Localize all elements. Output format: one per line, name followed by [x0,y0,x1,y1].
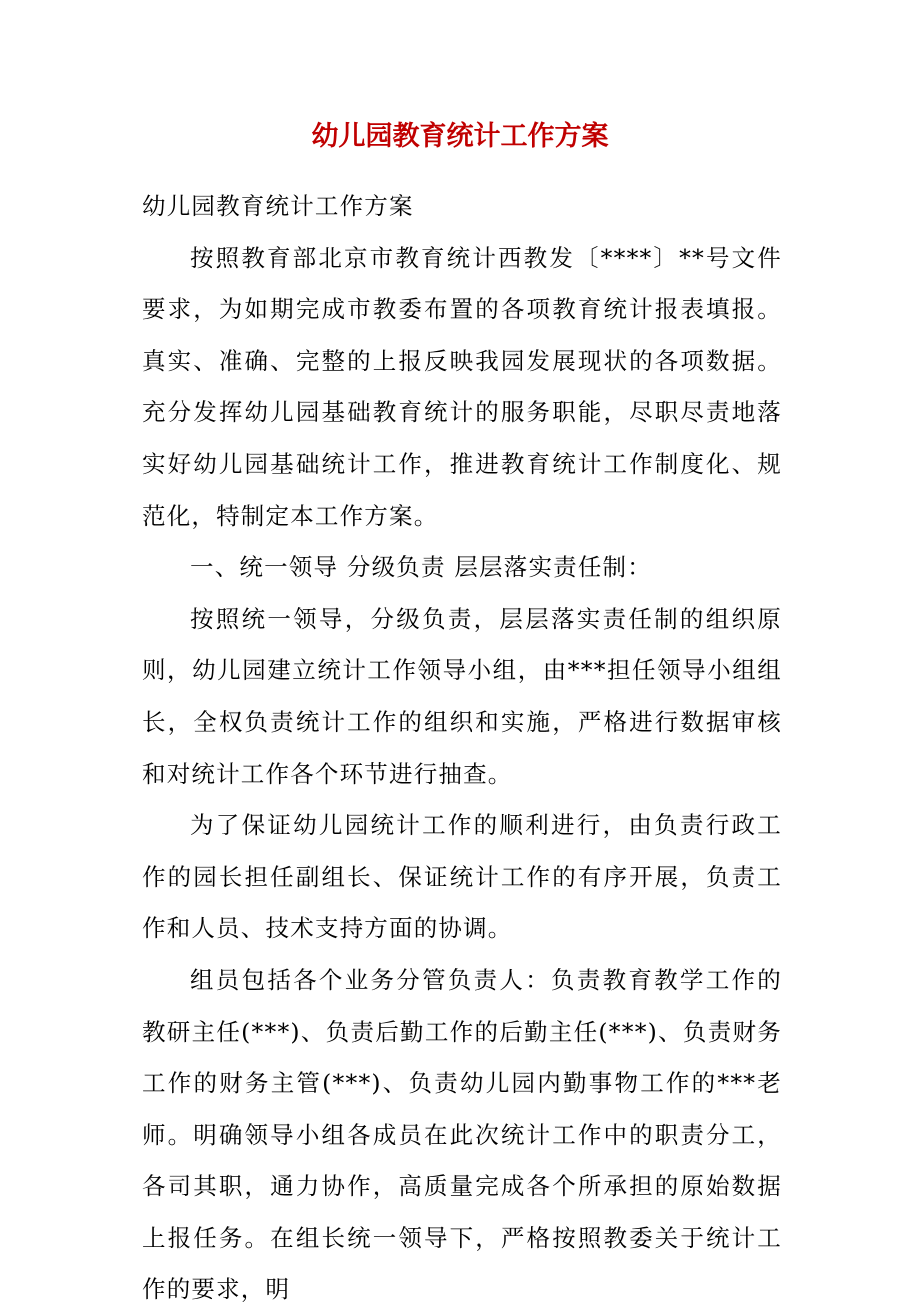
intro-paragraph: 按照教育部北京市教育统计西教发〔****〕**号文件要求，为如期完成市教委布置的各项教育统计报表填报。真实、准确、完整的上报反映我园发展现状的各项数据。充分发挥幼儿园基础教育统计的服务职能，尽职尽责地落实好幼儿园基础统计工作，推进教育统计工作制度化、规范化，特制定本工作方案。 [142,243,782,530]
body-paragraph-deputy: 为了保证幼儿园统计工作的顺利进行，由负责行政工作的园长担任副组长、保证统计工作的有序开展，负责工作和人员、技术支持方面的协调。 [142,811,782,943]
document-body [142,181,782,1316]
body-paragraph-members: 组员包括各个业务分管负责人：负责教育教学工作的教研主任(***)、负责后勤工作的后勤主任(***)、负责财务工作的财务主管(***)、负责幼儿园内勤事物工作的***老师。明确领导小组各成员在此次统计工作中的职责分工，各司其职，通力协作，高质量完成各个所承担的原始数据上报任务。在组长统一领导下，严格按照教委关于统计工作的要求，明 [142,965,782,1304]
section-heading-1: 一、统一领导 分级负责 层层落实责任制： [190,553,652,582]
body-paragraph-leader: 按照统一领导，分级负责，层层落实责任制的组织原则，幼儿园建立统计工作领导小组，由***担任领导小组组长，全权负责统计工作的组织和实施，严格进行数据审核和对统计工作各个环节进行抽查。 [142,604,782,788]
subtitle-paragraph: 幼儿园教育统计工作方案 [142,192,414,220]
document-title: 幼儿园教育统计工作方案 [311,121,609,152]
